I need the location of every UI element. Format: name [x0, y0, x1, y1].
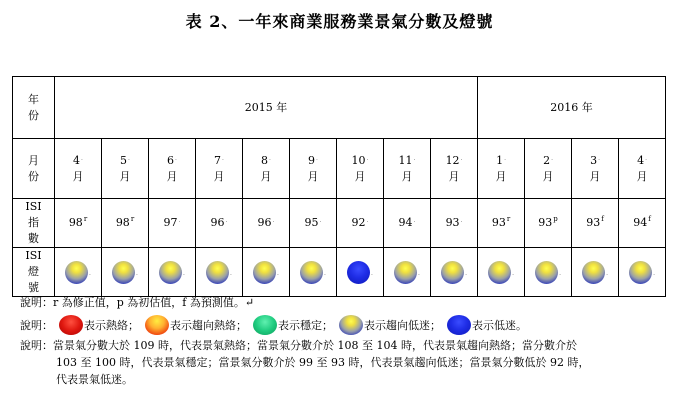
score-cell: [478, 199, 525, 248]
month-cell: [102, 139, 149, 199]
legend-red-icon: [59, 315, 83, 335]
score-value: 93: [538, 216, 553, 229]
month-cell: [431, 139, 478, 199]
paragraph-mark-icon: ·: [606, 271, 608, 279]
light-cell: [337, 248, 384, 297]
score-cell: [55, 199, 102, 248]
signal-light-blue-icon: [347, 261, 370, 284]
note-legend: [20, 315, 589, 335]
score-value: 97: [163, 216, 178, 229]
signal-light-yellow-blue-icon: [112, 261, 135, 284]
signal-light-yellow-blue-icon: [441, 261, 464, 284]
month-number: 11: [398, 153, 413, 167]
light-cell: [478, 248, 525, 297]
paragraph-mark-icon: ·: [413, 219, 416, 226]
month-cell: [149, 139, 196, 199]
score-cell: [149, 199, 196, 248]
score-value: 96: [257, 216, 272, 229]
score-cell: [196, 199, 243, 248]
legend-text: 表示趨向熱絡；: [170, 318, 247, 332]
score-flag: f: [648, 215, 651, 224]
paragraph-mark-icon: ·: [504, 156, 506, 164]
month-cell: [55, 139, 102, 199]
month-number: 9: [308, 153, 316, 167]
month-suffix: 月: [542, 169, 554, 183]
score-value: 94: [398, 216, 413, 229]
page-title: 表 2、一年來商業服務業景氣分數及燈號: [185, 12, 494, 31]
paragraph-mark-icon: ·: [645, 156, 647, 164]
light-cell: [55, 248, 102, 297]
score-flag: f: [601, 215, 604, 224]
note-thresholds: [20, 337, 589, 388]
score-value: 98: [68, 216, 83, 229]
month-number: 2: [543, 153, 551, 167]
paragraph-mark-icon: ·: [178, 219, 181, 226]
paragraph-mark-icon: ·: [81, 156, 83, 164]
month-number: 10: [351, 153, 366, 167]
legend-text: 表示趨向低迷；: [364, 318, 441, 332]
paragraph-mark-icon: ·: [225, 219, 228, 226]
paragraph-mark-icon: ·: [460, 156, 463, 164]
paragraph-mark-icon: ·: [512, 271, 514, 279]
month-suffix: 月: [354, 169, 366, 183]
score-cell: [337, 199, 384, 248]
paragraph-mark-icon: ·: [413, 156, 416, 164]
month-number: 8: [261, 153, 269, 167]
month-suffix: 月: [166, 169, 178, 183]
light-cell: [572, 248, 619, 297]
month-cell: [619, 139, 666, 199]
month-suffix: 月: [401, 169, 413, 183]
paragraph-mark-icon: ·: [324, 271, 326, 279]
month-suffix: 月: [589, 169, 601, 183]
score-cell: [102, 199, 149, 248]
legend-prefix: 說明：: [20, 318, 53, 332]
month-cell: [478, 139, 525, 199]
row-label-year: 年 份: [13, 77, 55, 139]
light-cell: [525, 248, 572, 297]
note-flags: 說明：r 為修正值，p 為初估值，f 為預測值。↵: [20, 296, 255, 309]
score-flag: r: [83, 215, 88, 224]
row-label-score: ISI 指 數: [13, 199, 55, 248]
light-cell: [102, 248, 149, 297]
score-value: 98: [115, 216, 130, 229]
light-cell: [384, 248, 431, 297]
paragraph-mark-icon: ·: [230, 271, 232, 279]
score-flag: r: [130, 215, 135, 224]
note-thresholds-line-2: 103 至 100 時，代表景氣穩定；當景氣分數介於 99 至 93 時，代表景氣趨向低迷；當景氣分數低於 92 時，: [56, 356, 590, 369]
score-value: 93: [491, 216, 506, 229]
signal-light-yellow-blue-icon: [159, 261, 182, 284]
month-cell: [525, 139, 572, 199]
score-flag: p: [553, 215, 558, 224]
year-2015: 2015 年: [55, 77, 478, 139]
month-cell: [290, 139, 337, 199]
note-thresholds-line-1: 說明：當景氣分數大於 109 時，代表景氣熱絡；當景氣分數介於 108 至 104 時，代表景氣趨向熱絡；當分數介於: [20, 339, 577, 352]
light-cell: [290, 248, 337, 297]
signal-light-yellow-blue-icon: [535, 261, 558, 284]
month-number: 12: [445, 153, 460, 167]
paragraph-mark-icon: ·: [371, 271, 373, 279]
signal-light-yellow-blue-icon: [582, 261, 605, 284]
paragraph-mark-icon: ·: [559, 271, 561, 279]
paragraph-mark-icon: ·: [183, 271, 185, 279]
month-number: 7: [214, 153, 222, 167]
paragraph-mark-icon: ·: [460, 219, 463, 226]
year-row: [13, 77, 666, 139]
month-suffix: 月: [119, 169, 131, 183]
light-row: [13, 248, 666, 297]
light-cell: [619, 248, 666, 297]
score-cell: [290, 199, 337, 248]
score-cell: [243, 199, 290, 248]
month-suffix: 月: [495, 169, 507, 183]
signal-light-yellow-blue-icon: [394, 261, 417, 284]
row-label-month: 月 份: [13, 139, 55, 199]
month-suffix: 月: [213, 169, 225, 183]
notes: [20, 294, 589, 388]
month-number: 5: [120, 153, 128, 167]
paragraph-mark-icon: ·: [366, 219, 369, 226]
month-suffix: 月: [260, 169, 272, 183]
isi-table: [12, 76, 666, 297]
legend-text: 表示低迷。: [472, 318, 527, 332]
score-cell: [619, 199, 666, 248]
month-suffix: 月: [72, 169, 84, 183]
score-flag: r: [506, 215, 511, 224]
legend-green-icon: [253, 315, 277, 335]
light-cell: [431, 248, 478, 297]
month-cell: [337, 139, 384, 199]
month-cell: [243, 139, 290, 199]
month-number: 1: [496, 153, 504, 167]
paragraph-mark-icon: ·: [277, 271, 279, 279]
paragraph-mark-icon: ·: [465, 271, 467, 279]
score-cell: [572, 199, 619, 248]
score-value: 96: [210, 216, 225, 229]
paragraph-mark-icon: ·: [653, 271, 655, 279]
score-value: 92: [351, 216, 366, 229]
month-suffix: 月: [636, 169, 648, 183]
note-thresholds-line-3: 代表景氣低迷。: [56, 373, 133, 386]
paragraph-mark-icon: ·: [222, 156, 224, 164]
signal-light-yellow-blue-icon: [488, 261, 511, 284]
paragraph-mark-icon: ·: [89, 271, 91, 279]
legend-text: 表示熱絡；: [84, 318, 139, 332]
month-cell: [384, 139, 431, 199]
signal-light-yellow-blue-icon: [300, 261, 323, 284]
signal-light-yellow-blue-icon: [206, 261, 229, 284]
score-value: 93: [445, 216, 460, 229]
month-number: 4: [73, 153, 81, 167]
score-cell: [525, 199, 572, 248]
signal-light-yellow-blue-icon: [65, 261, 88, 284]
light-cell: [149, 248, 196, 297]
paragraph-mark-icon: ·: [136, 271, 138, 279]
paragraph-mark-icon: ·: [418, 271, 420, 279]
paragraph-mark-icon: ·: [366, 156, 369, 164]
signal-light-yellow-blue-icon: [629, 261, 652, 284]
month-cell: [572, 139, 619, 199]
score-value: 93: [586, 216, 601, 229]
light-cell: [243, 248, 290, 297]
paragraph-mark-icon: ·: [598, 156, 600, 164]
score-row: [13, 199, 666, 248]
score-cell: [384, 199, 431, 248]
score-cell: [431, 199, 478, 248]
month-cell: [196, 139, 243, 199]
paragraph-mark-icon: ·: [175, 156, 177, 164]
legend-yellow-red-icon: [145, 315, 169, 335]
month-number: 6: [167, 153, 175, 167]
row-label-light: ISI 燈 號: [13, 248, 55, 297]
month-suffix: 月: [448, 169, 460, 183]
paragraph-mark-icon: ·: [316, 156, 318, 164]
paragraph-mark-icon: ·: [551, 156, 553, 164]
year-2016: 2016 年: [478, 77, 666, 139]
legend-blue-icon: [447, 315, 471, 335]
score-value: 94: [633, 216, 648, 229]
paragraph-mark-icon: ·: [128, 156, 130, 164]
light-cell: [196, 248, 243, 297]
score-value: 95: [304, 216, 319, 229]
month-number: 4: [637, 153, 645, 167]
signal-light-yellow-blue-icon: [253, 261, 276, 284]
paragraph-mark-icon: ·: [319, 219, 322, 226]
month-row: [13, 139, 666, 199]
legend-text: 表示穩定；: [278, 318, 333, 332]
paragraph-mark-icon: ·: [272, 219, 275, 226]
legend-yellow-blue-icon: [339, 315, 363, 335]
month-suffix: 月: [307, 169, 319, 183]
month-number: 3: [590, 153, 598, 167]
paragraph-mark-icon: ·: [269, 156, 271, 164]
